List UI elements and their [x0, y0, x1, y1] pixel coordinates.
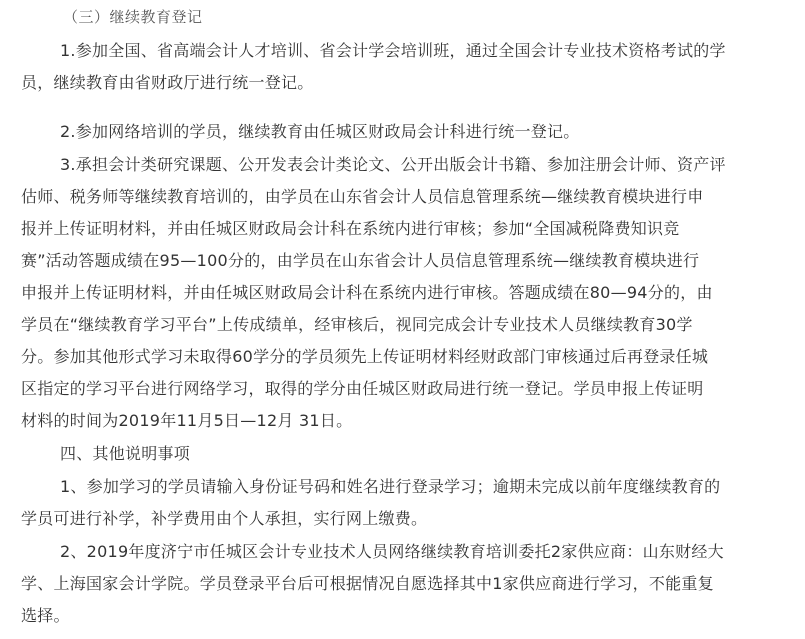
- paragraph-line: 赛”活动答题成绩在95—100分的，由学员在山东省会计人员信息管理系统—继续教育模块进行: [21, 251, 700, 270]
- paragraph-line: 2、2019年度济宁市任城区会计专业技术人员网络继续教育培训委托2家供应商：山东财经大: [60, 542, 724, 561]
- paragraph-line: 学员在“继续教育学习平台”上传成绩单，经审核后，视同完成会计专业技术人员继续教育30学: [21, 315, 693, 334]
- paragraph-line: 估师、税务师等继续教育培训的，由学员在山东省会计人员信息管理系统—继续教育模块进行申: [21, 187, 704, 206]
- paragraph-line: 学、上海国家会计学院。学员登录平台后可根据情况自愿选择其中1家供应商进行学习，不能重复: [21, 574, 714, 593]
- paragraph-line: 申报并上传证明材料，并由任城区财政局会计科在系统内进行审核。答题成绩在80—94分的，由: [21, 283, 713, 302]
- paragraph-line: 1、参加学习的学员请输入身份证号码和姓名进行登录学习；逾期未完成以前年度继续教育的: [60, 477, 721, 496]
- paragraph-line: 四、其他说明事项: [60, 444, 191, 463]
- paragraph-line: 材料的时间为2019年11月5日—12月 31日。: [21, 411, 353, 430]
- section-heading-continuing-education-registration: （三）继续教育登记: [63, 8, 203, 26]
- paragraph-line: 1.参加全国、省高端会计人才培训、省会计学会培训班，通过全国会计专业技术资格考试的学: [60, 41, 726, 60]
- paragraph-line: 3.承担会计类研究课题、公开发表会计类论文、公开出版会计书籍、参加注册会计师、资产评: [60, 155, 726, 174]
- paragraph-line: 2.参加网络培训的学员，继续教育由任城区财政局会计科进行统一登记。: [60, 122, 580, 141]
- paragraph-line: 员，继续教育由省财政厅进行统一登记。: [21, 73, 314, 92]
- paragraph-line: 分。参加其他形式学习未取得60学分的学员须先上传证明材料经财政部门审核通过后再登录任城: [21, 347, 709, 366]
- paragraph-line: 学员可进行补学，补学费用由个人承担，实行网上缴费。: [21, 509, 428, 528]
- paragraph-line: 报并上传证明材料，并由任城区财政局会计科在系统内进行审核；参加“全国减税降费知识竞: [21, 219, 680, 238]
- paragraph-line: 选择。: [21, 606, 70, 625]
- paragraph-line: 区指定的学习平台进行网络学习，取得的学分由任城区财政局进行统一登记。学员申报上传证明: [21, 379, 704, 398]
